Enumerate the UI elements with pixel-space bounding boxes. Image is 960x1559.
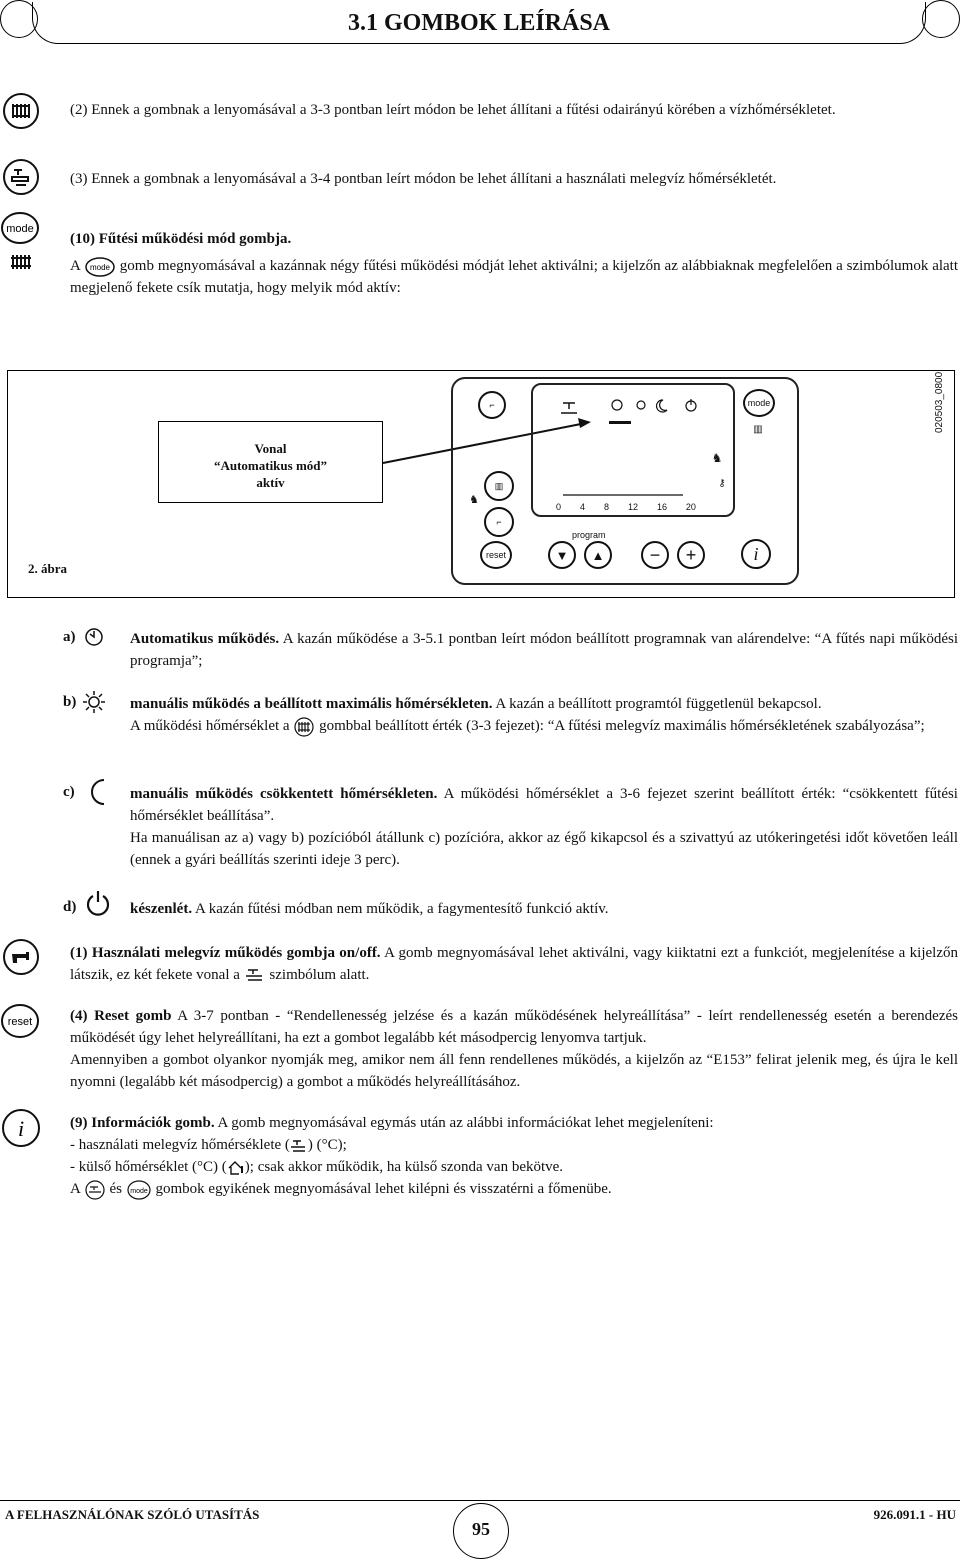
power-icon	[84, 889, 112, 917]
tick-12: 12	[627, 502, 638, 512]
tap-circle-inline-icon	[84, 1180, 106, 1200]
info-button[interactable]	[741, 539, 771, 569]
reset-button[interactable]	[480, 541, 512, 569]
outdoor-house-icon	[227, 1160, 245, 1176]
footer-left: A FELHASZNÁLÓNAK SZÓLÓ UTASÍTÁS	[5, 1507, 260, 1522]
mode-c-bold: manuális működés csökkentett hőmérsékleten.	[130, 786, 438, 802]
footer-rule	[0, 1500, 960, 1501]
info-text: A gomb megnyomásával egymás után az alábbi információkat lehet megjeleníteni:	[214, 1115, 714, 1131]
down-arrow-button[interactable]: ▼	[548, 541, 576, 569]
svg-text:reset: reset	[7, 1016, 33, 1028]
info-bold: (9) Információk gomb.	[70, 1115, 215, 1131]
btn10-a: A	[70, 258, 81, 274]
info-l2b: ); csak akkor működik, ha külső szonda van bekötve.	[244, 1159, 564, 1175]
mode-inline-icon	[84, 257, 116, 277]
page-number-circle	[453, 1503, 509, 1559]
info-l3b: és	[109, 1181, 123, 1197]
tick-8: 8	[603, 502, 609, 512]
sun-icon	[82, 690, 106, 714]
tick-20: 20	[685, 502, 696, 512]
figure-box	[7, 370, 955, 598]
mode-a-bold: Automatikus működés.	[130, 631, 280, 647]
mode-b-text	[130, 693, 958, 737]
animal-icon-right: ♞	[708, 449, 726, 467]
page-title: 3.1 GOMBOK LEÍRÁSA	[347, 10, 611, 36]
dhw-text: A gomb megnyomásával lehet aktiválni, vagy kiiktatni ezt a funkciót, megjelenítése a kijelzőn látszik, ez két fekete vonal a	[70, 945, 958, 983]
header-banner	[32, 2, 926, 44]
svg-text:mode: mode	[6, 223, 34, 235]
tap-inline-icon-2	[290, 1139, 308, 1153]
reset-text: A 3-7 pontban - “Rendellenesség jelzése és a kazán működésének helyreállítása” - leírt rendellenesség esetén a berendezés működését úgy lehet helyreállítani, ha ezt a gombot legalább két másodpercig lenyomva tartjuk.	[70, 1008, 958, 1046]
reset-extra: Amennyiben a gombot olyankor nyomják meg, amikor nem áll fenn rendellenes működés, a kijelzőn az “E153” felirat jelenik meg, és újra le kell nyomni (legalább két másodpercig) a gombot a működés helyreállításához.	[70, 1052, 958, 1090]
radiator-small-icon: ▥	[750, 423, 766, 435]
svg-text:mode: mode	[130, 1187, 148, 1195]
mode-b-bold: manuális működés a beállított maximális hőmérsékleten.	[130, 696, 493, 712]
mode-a-rest: A kazán működése a 3-5.1 pontban leírt módon beállított programnak van alárendelve: “A fűtés napi működési programja”;	[130, 631, 959, 669]
info-button-icon	[1, 1108, 41, 1148]
mode-d-bold: készenlét.	[130, 901, 193, 917]
mode-c-rest: A működési hőmérséklet a 3-6 fejezet szerint beállított érték: “csökkentett fűtési hőmérséklet beállítása”.	[130, 786, 958, 824]
mode-d-text	[130, 898, 958, 920]
tap-inline-icon	[244, 968, 266, 984]
moon-icon	[86, 778, 110, 806]
tick-4: 4	[579, 502, 585, 512]
info-l3c: gombok egyikének megnyomásával lehet kilépni és visszatérni a főmenübe.	[155, 1181, 612, 1197]
program-label: program	[572, 530, 606, 540]
info-l1a: - használati melegvíz hőmérséklete (	[70, 1137, 290, 1153]
page-number: 95	[472, 1519, 490, 1539]
minus-button[interactable]: −	[641, 541, 669, 569]
btn10-title: (10) Fűtési működési mód gombja.	[70, 231, 292, 247]
info-paragraph	[70, 1112, 958, 1200]
plus-button[interactable]: +	[677, 541, 705, 569]
animal-icon-left: ♞	[466, 491, 482, 507]
display-symbols	[533, 385, 733, 515]
mode-a-text	[130, 628, 958, 672]
svg-text:i: i	[17, 1116, 25, 1141]
callout-line3: aktív	[256, 475, 285, 490]
clock-icon	[84, 627, 104, 647]
info-l3a: A	[70, 1181, 81, 1197]
mode-a-letter: a)	[63, 629, 76, 645]
reset-button-icon	[0, 1003, 40, 1039]
display-screen	[531, 383, 735, 517]
reset-button-label: reset	[485, 550, 506, 560]
btn10-rest: gomb megnyomásával a kazánnak négy fűtési működési módját lehet aktiválni; a kijelzőn az alábbiaknak megfelelően a szimbólumok alatt megjelenő fekete csík mutatja, hogy melyik mód aktív:	[70, 258, 959, 296]
mode-d-letter: d)	[63, 899, 77, 915]
svg-text:mode: mode	[89, 262, 110, 272]
dhw-tail: szimbólum alatt.	[269, 967, 370, 983]
reset-bold: (4) Reset gomb	[70, 1008, 172, 1024]
mode-b-letter: b)	[63, 694, 77, 710]
btn2-paragraph: (2) Ennek a gombnak a lenyomásával a 3-3 pontban leírt módon be lehet állítani a fűtési odairányú körében a vízhőmérsékletet.	[70, 102, 836, 118]
tap-button-2[interactable]: ⌐	[484, 507, 514, 537]
scale-labels	[556, 502, 696, 512]
callout-line1: Vonal	[254, 441, 287, 456]
mode-button-label: mode	[747, 398, 771, 408]
figure-code: 020503_0800	[934, 371, 945, 433]
btn3-paragraph: (3) Ennek a gombnak a lenyomásával a 3-4 pontban leírt módon be lehet állítani a használati melegvíz hőmérsékletét.	[70, 171, 777, 187]
up-arrow-button[interactable]: ▲	[584, 541, 612, 569]
mode-c-text	[130, 783, 958, 871]
dhw-button-icon	[2, 938, 40, 976]
dhw-tap-button[interactable]: ⌐	[478, 391, 506, 419]
mode-button[interactable]	[743, 389, 775, 417]
figure-caption: 2. ábra	[28, 561, 67, 576]
mode-inline-icon-2	[126, 1180, 152, 1200]
info-l1b: ) (°C);	[307, 1137, 347, 1153]
reset-paragraph	[70, 1005, 958, 1093]
radiator-button[interactable]: ▥	[484, 471, 514, 501]
mode-b-rest: A kazán a beállított programtól függetlenül bekapcsol.	[492, 696, 822, 712]
callout-line2: “Automatikus mód”	[213, 458, 328, 473]
tap-button-icon	[2, 158, 40, 196]
mode-c-extra: Ha manuálisan az a) vagy b) pozícióból átállunk c) pozícióra, akkor az égő kikapcsol és a szivattyú az utókeringetési időt követően leáll (ennek a gyári beállítás szerinti ideje 3 perc).	[130, 830, 958, 868]
mode-c-letter: c)	[63, 784, 75, 800]
radiator-button-icon	[2, 92, 40, 130]
mode-button-icon	[0, 211, 40, 245]
key-icon: ⚷	[714, 477, 730, 489]
tick-0: 0	[556, 502, 562, 512]
tick-16: 16	[656, 502, 667, 512]
btn10-paragraph	[70, 255, 958, 299]
info-button-label: i	[753, 543, 759, 564]
footer-right: 926.091.1 - HU	[873, 1507, 956, 1522]
mode-b-line2a: A működési hőmérséklet a	[130, 718, 290, 734]
dhw-paragraph	[70, 942, 958, 986]
info-l2a: - külső hőmérséklet (°C) (	[70, 1159, 227, 1175]
header-corner-right	[922, 0, 960, 38]
mode-b-line2b: gombbal beállított érték (3-3 fejezet): “A fűtési melegvíz maximális hőmérsékletének szabályozása”;	[319, 718, 925, 734]
radiator-inline-icon	[293, 717, 315, 737]
mode-d-rest: A kazán fűtési módban nem működik, a fagymentesítő funkció aktív.	[192, 901, 609, 917]
dhw-bold: (1) Használati melegvíz működés gombja on/off.	[70, 945, 381, 961]
radiator-icon	[10, 254, 32, 270]
